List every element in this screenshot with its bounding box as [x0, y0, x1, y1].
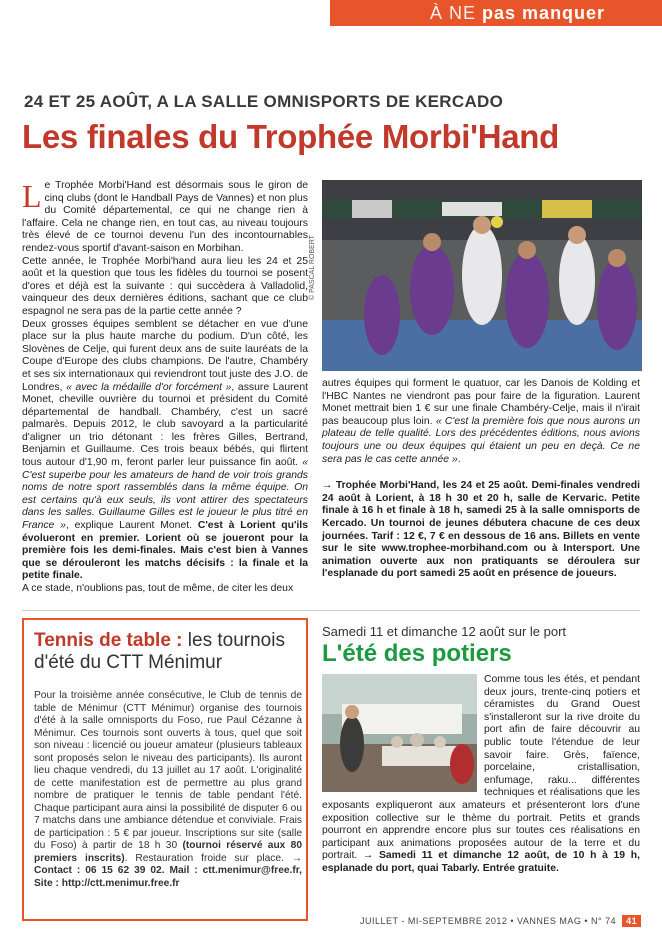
tennis-text-bold: (tournoi réservé aux 80 premiers inscrits): [34, 840, 302, 864]
footer-text: JUILLET - MI-SEPTEMBRE 2012 • VANNES MAG • N° 74: [360, 916, 617, 926]
article-p2: Cette année, le Trophée Morbi'hand aura lieu les 24 et 25 août et la question que tous les fidèles du tournoi se posent d'ores et déjà est la suivante : qui succèdera à Valladolid, vainqueur des deux dernières éditions, sachant que ce club espagnol ne sera pas de la partie cette année ?: [22, 255, 308, 317]
article-column-left: [22, 180, 308, 596]
potiers-title: L'été des potiers: [322, 640, 512, 667]
tennis-title-bold: Tennis de table :: [34, 630, 183, 651]
tennis-box: [22, 618, 308, 921]
page-number: 41: [622, 915, 641, 927]
section-divider: [22, 610, 640, 611]
article-p3f: C'est à Lorient qu'ils évolueront en premier. Lorient où se joueront pour la première fois les demi-finales. Mais c'est bien à Vannes que se dérouleront les matchs décisifs : la finale et la petite finale.: [22, 520, 308, 582]
article-kicker: 24 ET 25 AOÛT, A LA SALLE OMNISPORTS DE KERCADO: [24, 92, 504, 111]
tennis-title-rest: les tournois d'été du CTT Ménimur: [34, 630, 285, 673]
potiers-text: Comme tous les étés, et pendant deux jours, trente-cinq potiers et céramistes du Grand Ouest s'installeront sur la rive droite du port afin de faire découvrir au public toute l'étendue de leur savoir faire. Grès, faïence, porcelaine, cristallisation, enfumage, raku... différentes techniques et réalisations que les exposants expliqueront aux amateurs et présenteront lors d'une exposition collective sur le thème du portrait. Petits et grands pourront en apprendre encore plus sur toutes ces réalisations en participant aux animations proposées autour de la terre et du portrait.: [322, 674, 640, 862]
banner-light: À NE: [430, 3, 477, 23]
article-p4: A ce stade, n'oublions pas, tout de même, de citer les deux: [22, 583, 294, 594]
tennis-text2: . Restauration froide sur place.: [124, 852, 292, 864]
article-p5-quote: « C'est la première fois que nous aurons un plateau de telle qualité. Lors des précédentes éditions, nous avions toujours une ou deux équipes qui étaient un peu en deçà. Ce ne sera pas le cas cette année »: [322, 415, 640, 465]
article-p5-end: .: [457, 453, 461, 465]
banner-bold: pas manquer: [482, 3, 606, 23]
potiers-kicker: Samedi 11 et dimanche 12 août sur le port: [322, 624, 567, 639]
potiers-body: [322, 674, 640, 876]
article-p3a: Deux grosses équipes semblent se détacher en vue d'une place sur la plus haute marche du podium. D'un côté, les Slovènes de Celje, qui furent deux ans de suite lauréats de la Coupe d'Europe des clubs champions. De l'autre, Chambéry et ses six internationaux qui reviendront tout juste des J.O. de Londres,: [22, 318, 308, 393]
tennis-text: Pour la troisième année consécutive, le Club de tennis de table de Ménimur (CTT Ménimur) organise des tournois d'été à la salle omnisports du Foso, rue Paul Cézanne à Ménimur. Ces tournois sont ouverts à tous, quel que soit son niveau : licencié ou joueur amateur (plusieurs tableaux sont proposés selon le niveau des participants). Ils auront lieu chaque vendredi, du 13 juillet au 17 août. L'originalité de cette manifestation est de permettre au plus grand nombre de pratiquer le tennis de table pendant l'été. Chaque participant aura ainsi la possibilité de disputer 6 ou 7 matchs dans une ambiance détendue et conviviale. Frais de participation : 5 € par joueur. Inscriptions sur site (salle du Foso) à partir de 18 h 30: [34, 690, 302, 851]
potiers-info: → Samedi 11 et dimanche 12 août, de 10 h à 19 h, esplanade du port, quai Tabarly. Entrée gratuite.: [322, 850, 640, 874]
article-info: → Trophée Morbi'Hand, les 24 et 25 août. Demi-finales vendredi 24 août à Lorient, à 18 h 30 et 20 h, salle de Kervaric. Petite finale à 16 h et finale à 18 h, samedi 25 à la salle omnisports de Kercado. Un tournoi de jeunes débutera chacune de ces deux journées. Tarif : 12 €, 7 € en dessous de 16 ans. Billets en vente sur le site www.trophee-morbihand.com ou à Intersport. Une animation ouverte aux non pratiquants se déroulera sur l'esplanade du port samedi 25 août en présence de joueurs.: [322, 480, 640, 580]
tennis-contact: → Contact : 06 15 62 39 02. Mail : ctt.menimur@free.fr, Site : http://ctt.menimur.free.fr: [34, 852, 302, 889]
section-banner: [330, 0, 662, 26]
article-p3b: « avec la médaille d'or forcément »: [66, 381, 232, 393]
article-p5: autres équipes qui forment le quatuor, car les Danois de Kolding et l'HBC Nantes ne viendront pas pour faire de la figuration. Laurent Monet mettrait bien 1 € sur une finale Chambéry-Celje, mais il n'irait pas beaucoup plus loin.: [322, 378, 640, 427]
article-p3d: « C'est superbe pour les amateurs de hand de voir trois grands noms de notre sport rassemblés dans la même équipe. On est certains qu'à eux seuls, ils vont attirer des spectateurs dans les salles. Guillaume Gilles est le joueur le plus titré en France »: [22, 457, 308, 532]
article-p1: e Trophée Morbi'Hand est désormais sous le giron de cinq clubs (dont le Handball Pays de Vannes) et non plus du Comité départemental, ce qui ne change rien à l'affaire. Cela ne change rien, en tout cas, au niveau toujours très élevé de ce tournoi devenu l'un des incontournables rendez-vous sportif d'avant-saison en Morbihan.: [22, 180, 308, 254]
tennis-body: [34, 690, 302, 890]
article-p3c: , assure Laurent Monet, cheville ouvrière du tournoi et président du Comité départemental de handball. Chambéry, c'est un sacré palmarès. Depuis 2012, le club savoyard a la particularité d'aligner un trio détonant : les frères Gilles, Bertrand, Benjamin et Guillaume. Ces trois beaux bébés, qui flirtent tous autour d'1,90 m, feront parler leur puissance fin août.: [22, 381, 308, 469]
article-p3e: , explique Laurent Monet.: [65, 520, 198, 532]
page-footer: [360, 915, 641, 927]
tennis-title: [34, 630, 304, 674]
photo-credit: © PASCAL ROBERT: [309, 235, 316, 300]
handball-photo: [322, 180, 642, 371]
article-headline: Les finales du Trophée Morbi'Hand: [22, 118, 560, 155]
article-column-right: [322, 378, 640, 581]
photo-spacer: [322, 674, 484, 794]
drop-cap: L: [22, 178, 42, 214]
